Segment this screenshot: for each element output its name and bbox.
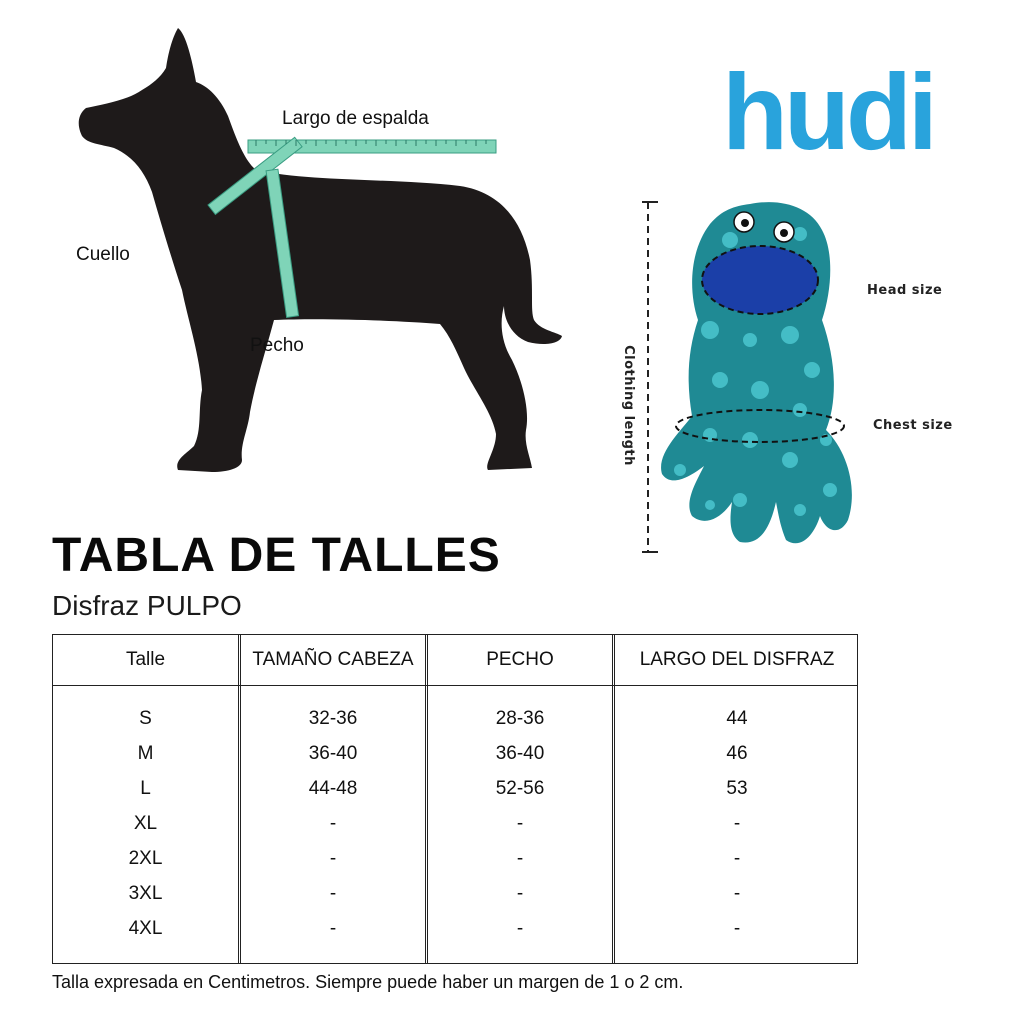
table-cell: 46 [726, 743, 748, 764]
table-cell: - [516, 883, 524, 904]
header-pecho: PECHO [486, 649, 554, 670]
chest-label: Pecho [250, 335, 304, 356]
header-talle: Talle [125, 649, 166, 670]
table-cell: - [733, 918, 741, 939]
table-cell: 32-36 [308, 708, 358, 729]
table-cell: - [329, 883, 337, 904]
table-cell: - [516, 848, 524, 869]
chest-size-label: Chest size [873, 418, 953, 433]
table-cell: - [516, 918, 524, 939]
table-cell: - [329, 813, 337, 834]
table-cell: - [733, 813, 741, 834]
page-title: TABLA DE TALLES [52, 529, 501, 582]
table-cell: - [733, 883, 741, 904]
table-cell: 2XL [128, 848, 163, 869]
table-cell: 3XL [128, 883, 163, 904]
table-cell: 28-36 [495, 708, 545, 729]
page-subtitle: Disfraz PULPO [52, 590, 242, 621]
hood-opening [702, 246, 818, 314]
table-cell: - [733, 848, 741, 869]
footnote: Talla expresada en Centimetros. Siempre puede haber un margen de 1 o 2 cm. [52, 972, 684, 992]
table-cell: 44 [726, 708, 748, 729]
clothing-length-label: Clothing length [620, 345, 636, 466]
table-cell: 36-40 [308, 743, 358, 764]
hudi-logo [722, 55, 967, 160]
table-cell: L [140, 778, 151, 799]
svg-text:hudi: hudi [722, 55, 934, 160]
clothing-length-indicator [642, 202, 658, 552]
table-cell: M [137, 743, 154, 764]
table-cell: S [139, 708, 152, 729]
table-cell: 44-48 [308, 778, 358, 799]
back-length-label: Largo de espalda [282, 108, 429, 129]
dog-silhouette [79, 28, 562, 472]
table-cell: 53 [726, 778, 748, 799]
table-cell: 52-56 [495, 778, 545, 799]
header-divider [53, 685, 857, 686]
size-table [52, 634, 858, 964]
dog-measurement-illustration [60, 20, 580, 490]
table-cell: 36-40 [495, 743, 545, 764]
table-cell: - [516, 813, 524, 834]
head-size-label: Head size [867, 283, 943, 298]
header-largo-disfraz: LARGO DEL DISFRAZ [639, 649, 835, 670]
table-cell: XL [133, 813, 158, 834]
table-cell: - [329, 848, 337, 869]
octopus-costume-illustration [600, 190, 960, 590]
header-tamano-cabeza: TAMAÑO CABEZA [252, 649, 414, 670]
table-cell: - [329, 918, 337, 939]
octopus-costume [661, 202, 852, 543]
table-cell: 4XL [128, 918, 163, 939]
neck-label: Cuello [76, 244, 130, 265]
